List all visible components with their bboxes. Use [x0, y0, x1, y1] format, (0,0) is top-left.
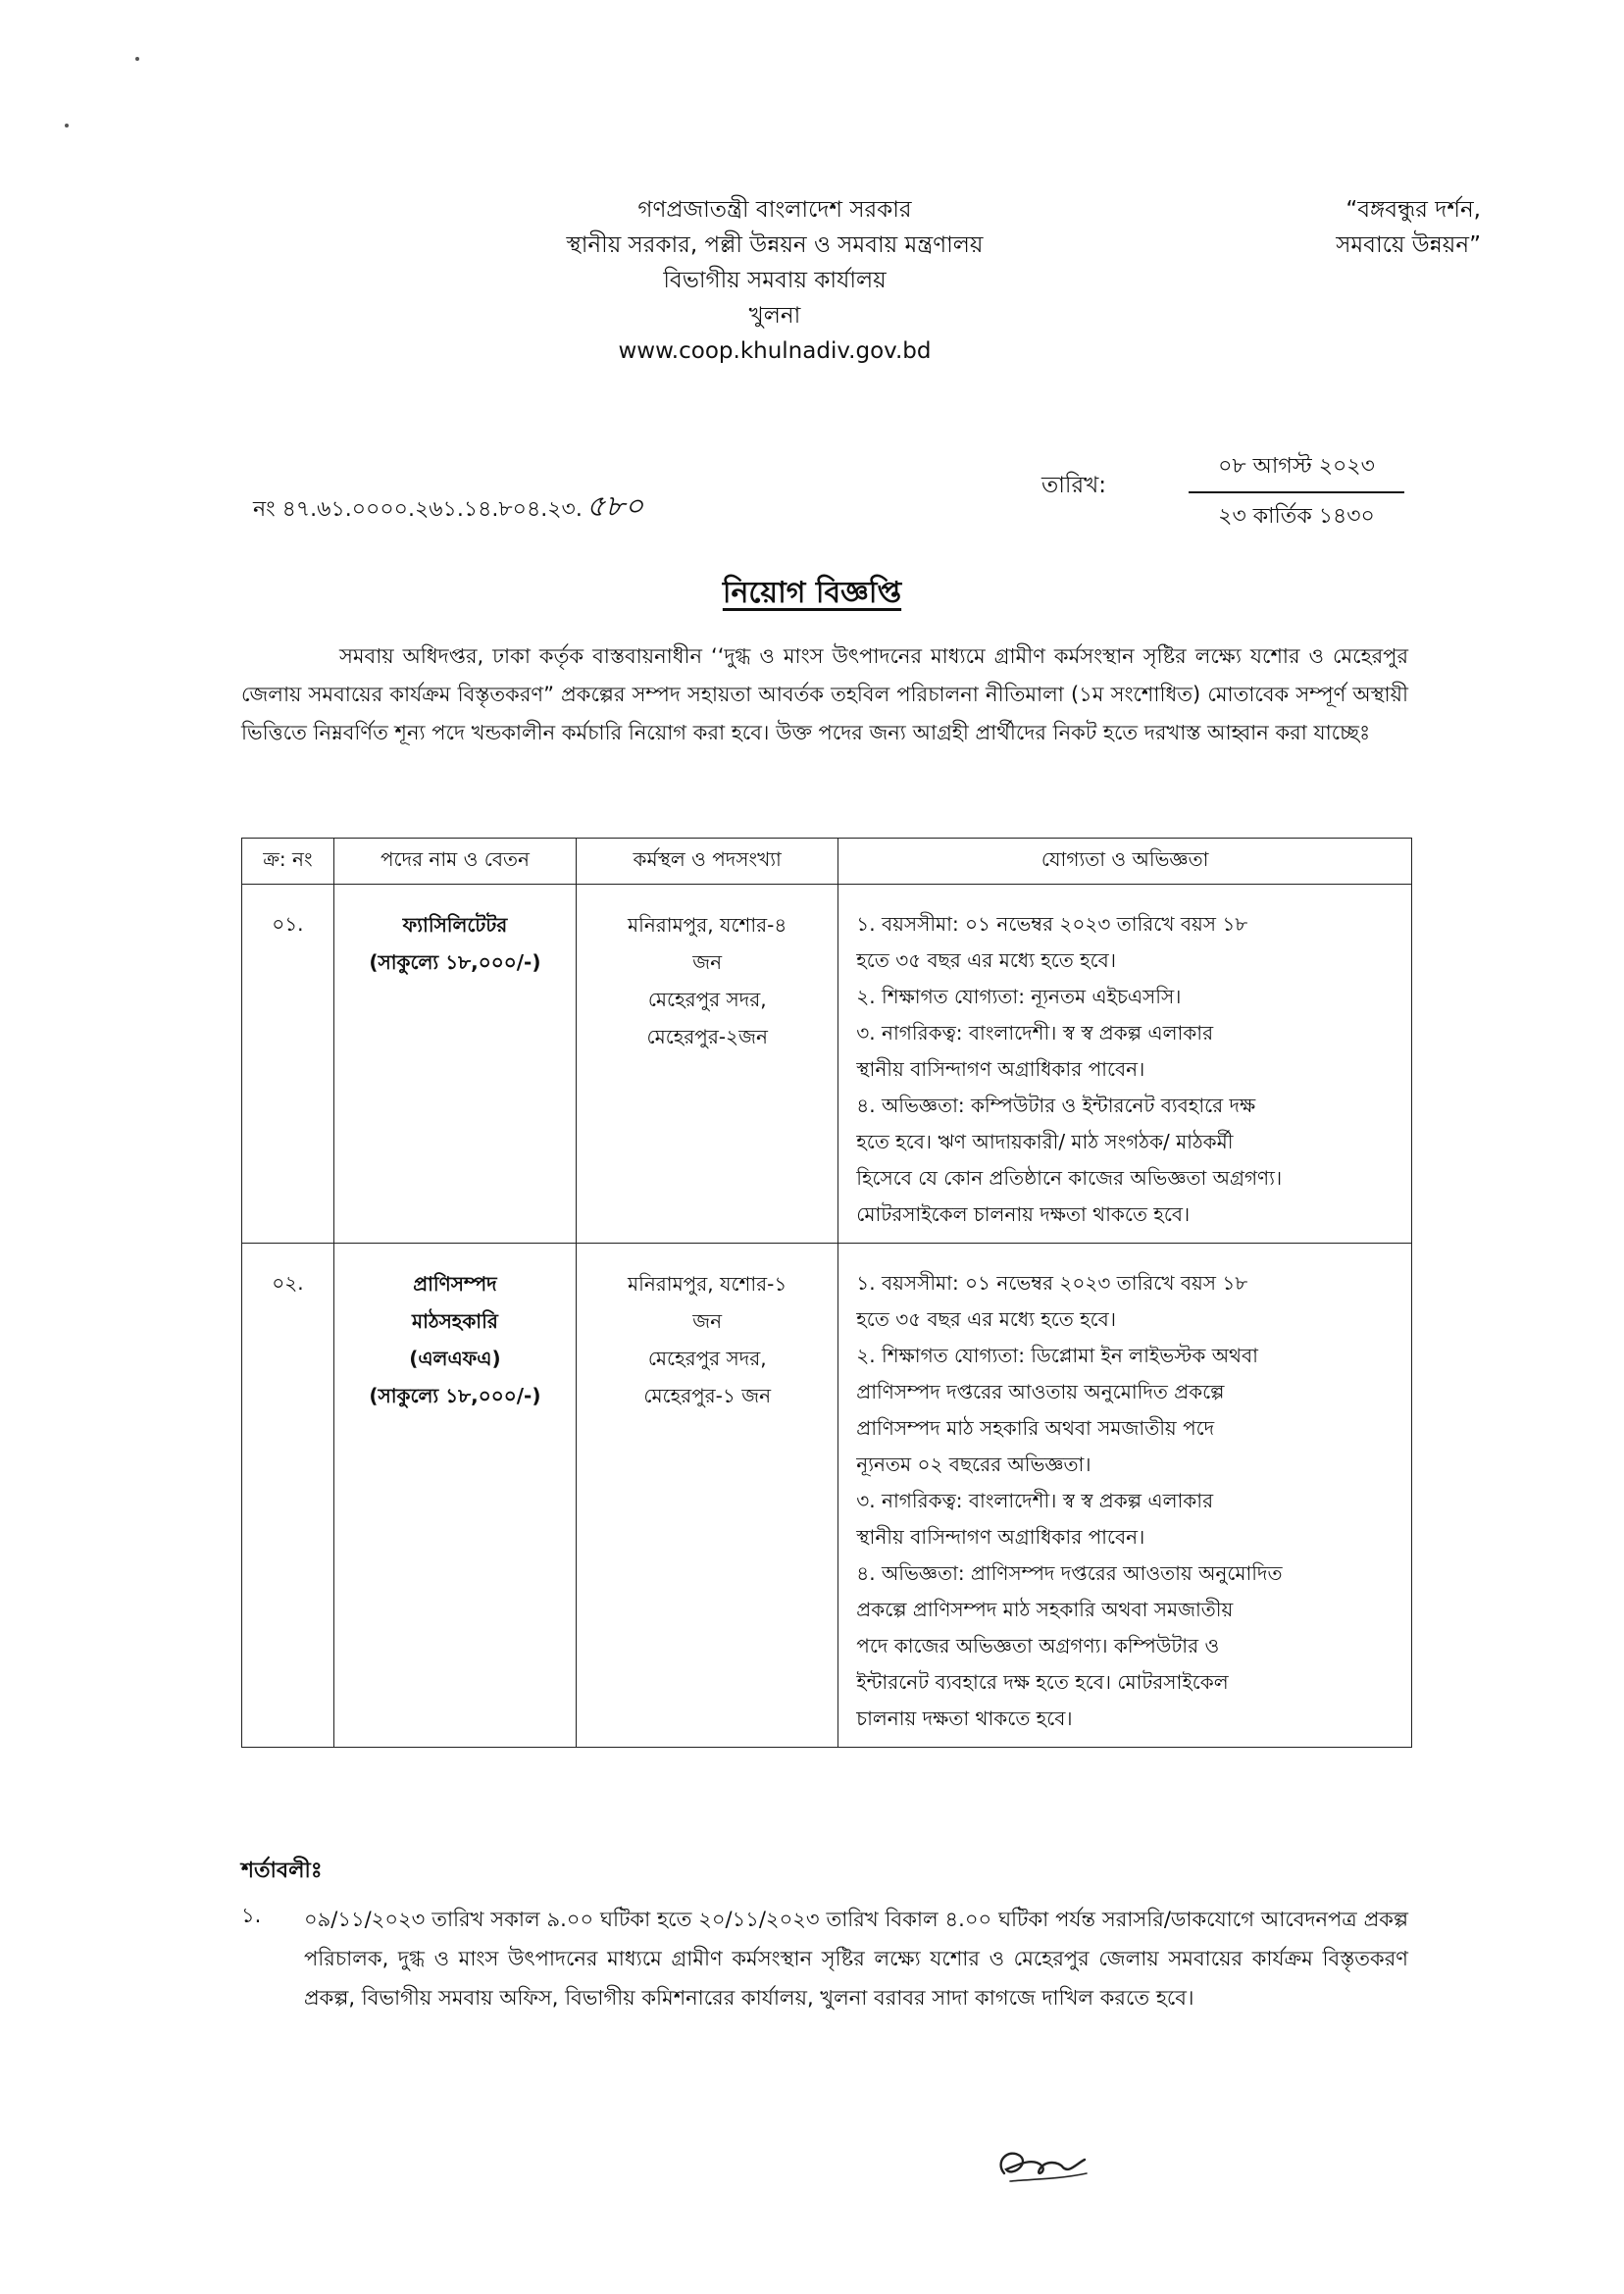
post-salary-line: (সাকুল্যে ১৮,০০০/-)	[369, 950, 541, 974]
post-name-line: মাঠসহকারি	[412, 1309, 498, 1333]
memo-number	[253, 483, 643, 533]
header-location: কর্মস্থল ও পদসংখ্যা	[577, 839, 838, 885]
qualification-line: ২. শিক্ষাগত যোগ্যতা: ন্যূনতম এইচএসসি।	[856, 985, 1182, 1008]
scan-speck	[65, 124, 69, 127]
qualification-line: প্রাণিসম্পদ মাঠ সহকারি অথবা সমজাতীয় পদে	[856, 1416, 1215, 1440]
qualification-line: হতে ৩৫ বছর এর মধ্যে হতে হবে।	[856, 1307, 1116, 1331]
location-line: মনিরামপুর, যশোর-৪	[628, 913, 787, 937]
qualification-line: স্থানীয় বাসিন্দাগণ অগ্রাধিকার পাবেন।	[856, 1525, 1145, 1549]
qualification-line: ৪. অভিজ্ঞতা: প্রাণিসম্পদ দপ্তরের আওতায় অনুমোদিত	[856, 1561, 1283, 1585]
header-qualification: যোগ্যতা ও অভিজ্ঞতা	[838, 839, 1412, 885]
header-office: বিভাগীয় সমবায় কার্যালয়	[663, 268, 887, 293]
qualification-line: ২. শিক্ষাগত যোগ্যতা: ডিপ্লোমা ইন লাইভস্টক অথবা	[856, 1344, 1258, 1367]
header-post-name: পদের নাম ও বেতন	[333, 839, 576, 885]
date-block	[1189, 449, 1404, 535]
row-post-name	[333, 885, 576, 1244]
condition-text: ০৯/১১/২০২৩ তারিখ সকাল ৯.০০ ঘটিকা হতে ২০/১১/২০২৩ তারিখ বিকাল ৪.০০ ঘটিকা পর্যন্ত সরাসরি/ডাকযোগে আবেদনপত্র প্রকল্প পরিচালক, দুগ্ধ ও মাংস উৎপাদনের মাধ্যমে গ্রামীণ কর্মসংস্থান সৃষ্টির লক্ষ্যে যশোর ও মেহেরপুর জেলায় সমবায়ের কার্যক্রম বিস্তৃতকরণ প্রকল্প, বিভাগীয় সমবায় অফিস, বিভাগীয় কমিশনারের কার্যালয়, খুলনা বরাবর সাদা কাগজে দাখিল করতে হবে।	[304, 1908, 1408, 2010]
row-qualification	[838, 1244, 1412, 1748]
location-line: মেহেরপুর-২জন	[646, 1025, 768, 1048]
qualification-line: ৩. নাগরিকত্ব: বাংলাদেশী। স্ব স্ব প্রকল্প এলাকার	[856, 1021, 1214, 1045]
row-serial: ০১.	[242, 885, 334, 1244]
row-location	[577, 885, 838, 1244]
notice-intro: সমবায় অধিদপ্তর, ঢাকা কর্তৃক বাস্তবায়নাধীন ‘‘দুগ্ধ ও মাংস উৎপাদনের মাধ্যমে গ্রামীণ কর্মসংস্থান সৃষ্টির লক্ষ্যে যশোর ও মেহেরপুর জেলায় সমবায়ের কার্যক্রম বিস্তৃতকরণ” প্রকল্পের সম্পদ সহায়তা আবর্তক তহবিল পরিচালনা নীতিমালা (১ম সংশোধিত) মোতাবেক সম্পূর্ণ অস্থায়ী ভিত্তিতে নিম্নবর্ণিত শূন্য পদে খন্ডকালীন কর্মচারি নিয়োগ করা হবে। উক্ত পদের জন্য আগ্রহী প্রার্থীদের নিকট হতে দরখাস্ত আহ্বান করা যাচ্ছেঃ	[241, 644, 1408, 744]
slogan-line: সমবায়ে উন্নয়ন”	[1336, 232, 1481, 258]
qualification-line: চালনায় দক্ষতা থাকতে হবে।	[856, 1707, 1073, 1730]
notice-title-text: নিয়োগ বিজ্ঞপ্তি	[722, 576, 902, 610]
header-government: গণপ্রজাতন্ত্রী বাংলাদেশ সরকার	[637, 197, 912, 223]
header-city: খুলনা	[748, 303, 801, 329]
qualification-line: ১. বয়সসীমা: ০১ নভেম্বর ২০২৩ তারিখে বয়স ১৮	[856, 1271, 1248, 1295]
location-line: মেহেরপুর-১ জন	[643, 1384, 772, 1407]
table-header-row	[242, 839, 1412, 885]
row-serial: ০২.	[242, 1244, 334, 1748]
qualification-line: প্রকল্পে প্রাণিসম্পদ মাঠ সহকারি অথবা সমজাতীয়	[856, 1598, 1234, 1621]
slogan	[1187, 192, 1481, 263]
qualification-line: প্রাণিসম্পদ দপ্তরের আওতায় অনুমোদিত প্রকল্পে	[856, 1380, 1225, 1403]
qualification-line: ৪. অভিজ্ঞতা: কম্পিউটার ও ইন্টারনেট ব্যবহারে দক্ষ	[856, 1094, 1256, 1117]
conditions-section	[241, 1854, 1408, 2017]
memo-handwritten-number: ৫৮০	[585, 489, 644, 524]
qualification-line: ৩. নাগরিকত্ব: বাংলাদেশী। স্ব স্ব প্রকল্প এলাকার	[856, 1489, 1214, 1512]
posts-table	[241, 838, 1412, 1748]
header-website[interactable]: www.coop.khulnadiv.gov.bd	[618, 338, 932, 364]
qualification-line: হতে হবে। ঋণ আদায়কারী/ মাঠ সংগঠক/ মাঠকর্মী	[856, 1130, 1234, 1153]
qualification-line: ইন্টারনেট ব্যবহারে দক্ষ হতে হবে। মোটরসাইকেল	[856, 1670, 1229, 1694]
date-bangla: ২৩ কার্তিক ১৪৩০	[1218, 504, 1375, 529]
location-line: মেহেরপুর সদর,	[647, 1347, 767, 1370]
location-line: জন	[692, 1309, 723, 1333]
office-header	[549, 192, 1000, 369]
post-name-line: ফ্যাসিলিটেটর	[402, 913, 508, 937]
date-label: তারিখ:	[1041, 473, 1107, 498]
post-name-line: প্রাণিসম্পদ	[413, 1272, 497, 1296]
qualification-line: মোটরসাইকেল চালনায় দক্ষতা থাকতে হবে।	[856, 1202, 1191, 1226]
qualification-line: হিসেবে যে কোন প্রতিষ্ঠানে কাজের অভিজ্ঞতা অগ্রগণ্য।	[856, 1166, 1283, 1190]
qualification-line: স্থানীয় বাসিন্দাগণ অগ্রাধিকার পাবেন।	[856, 1057, 1145, 1081]
row-qualification	[838, 885, 1412, 1244]
header-serial: ক্র: নং	[242, 839, 334, 885]
condition-item	[241, 1900, 1408, 2017]
scan-speck	[135, 57, 139, 61]
row-post-name	[333, 1244, 576, 1748]
qualification-line: হতে ৩৫ বছর এর মধ্যে হতে হবে।	[856, 948, 1116, 972]
qualification-line: ১. বয়সসীমা: ০১ নভেম্বর ২০২৩ তারিখে বয়স ১৮	[856, 912, 1248, 936]
qualification-line: ন্যূনতম ০২ বছরের অভিজ্ঞতা।	[856, 1453, 1091, 1476]
notice-title	[0, 569, 1624, 619]
qualification-line: পদে কাজের অভিজ্ঞতা অগ্রগণ্য। কম্পিউটার ও	[856, 1634, 1220, 1657]
slogan-line: “বঙ্গবন্ধুর দর্শন,	[1345, 197, 1481, 223]
conditions-title: শর্তাবলীঃ	[241, 1859, 323, 1883]
row-location	[577, 1244, 838, 1748]
header-ministry: স্থানীয় সরকার, পল্লী উন্নয়ন ও সমবায় মন্ত্রণালয়	[566, 232, 984, 258]
post-name-line: (এলএফএ)	[409, 1347, 501, 1370]
post-salary-line: (সাকুল্যে ১৮,০০০/-)	[369, 1384, 541, 1407]
signature-mark	[990, 2134, 1098, 2193]
location-line: মনিরামপুর, যশোর-১	[628, 1272, 787, 1296]
table-row	[242, 885, 1412, 1244]
condition-number: ১.	[241, 1904, 262, 1927]
table-row	[242, 1244, 1412, 1748]
date-gregorian: ০৮ আগস্ট ২০২৩	[1189, 449, 1404, 493]
location-line: জন	[692, 950, 723, 974]
location-line: মেহেরপুর সদর,	[647, 988, 767, 1011]
memo-number-text: নং ৪৭.৬১.০০০০.২৬১.১৪.৮০৪.২৩.	[253, 497, 583, 522]
